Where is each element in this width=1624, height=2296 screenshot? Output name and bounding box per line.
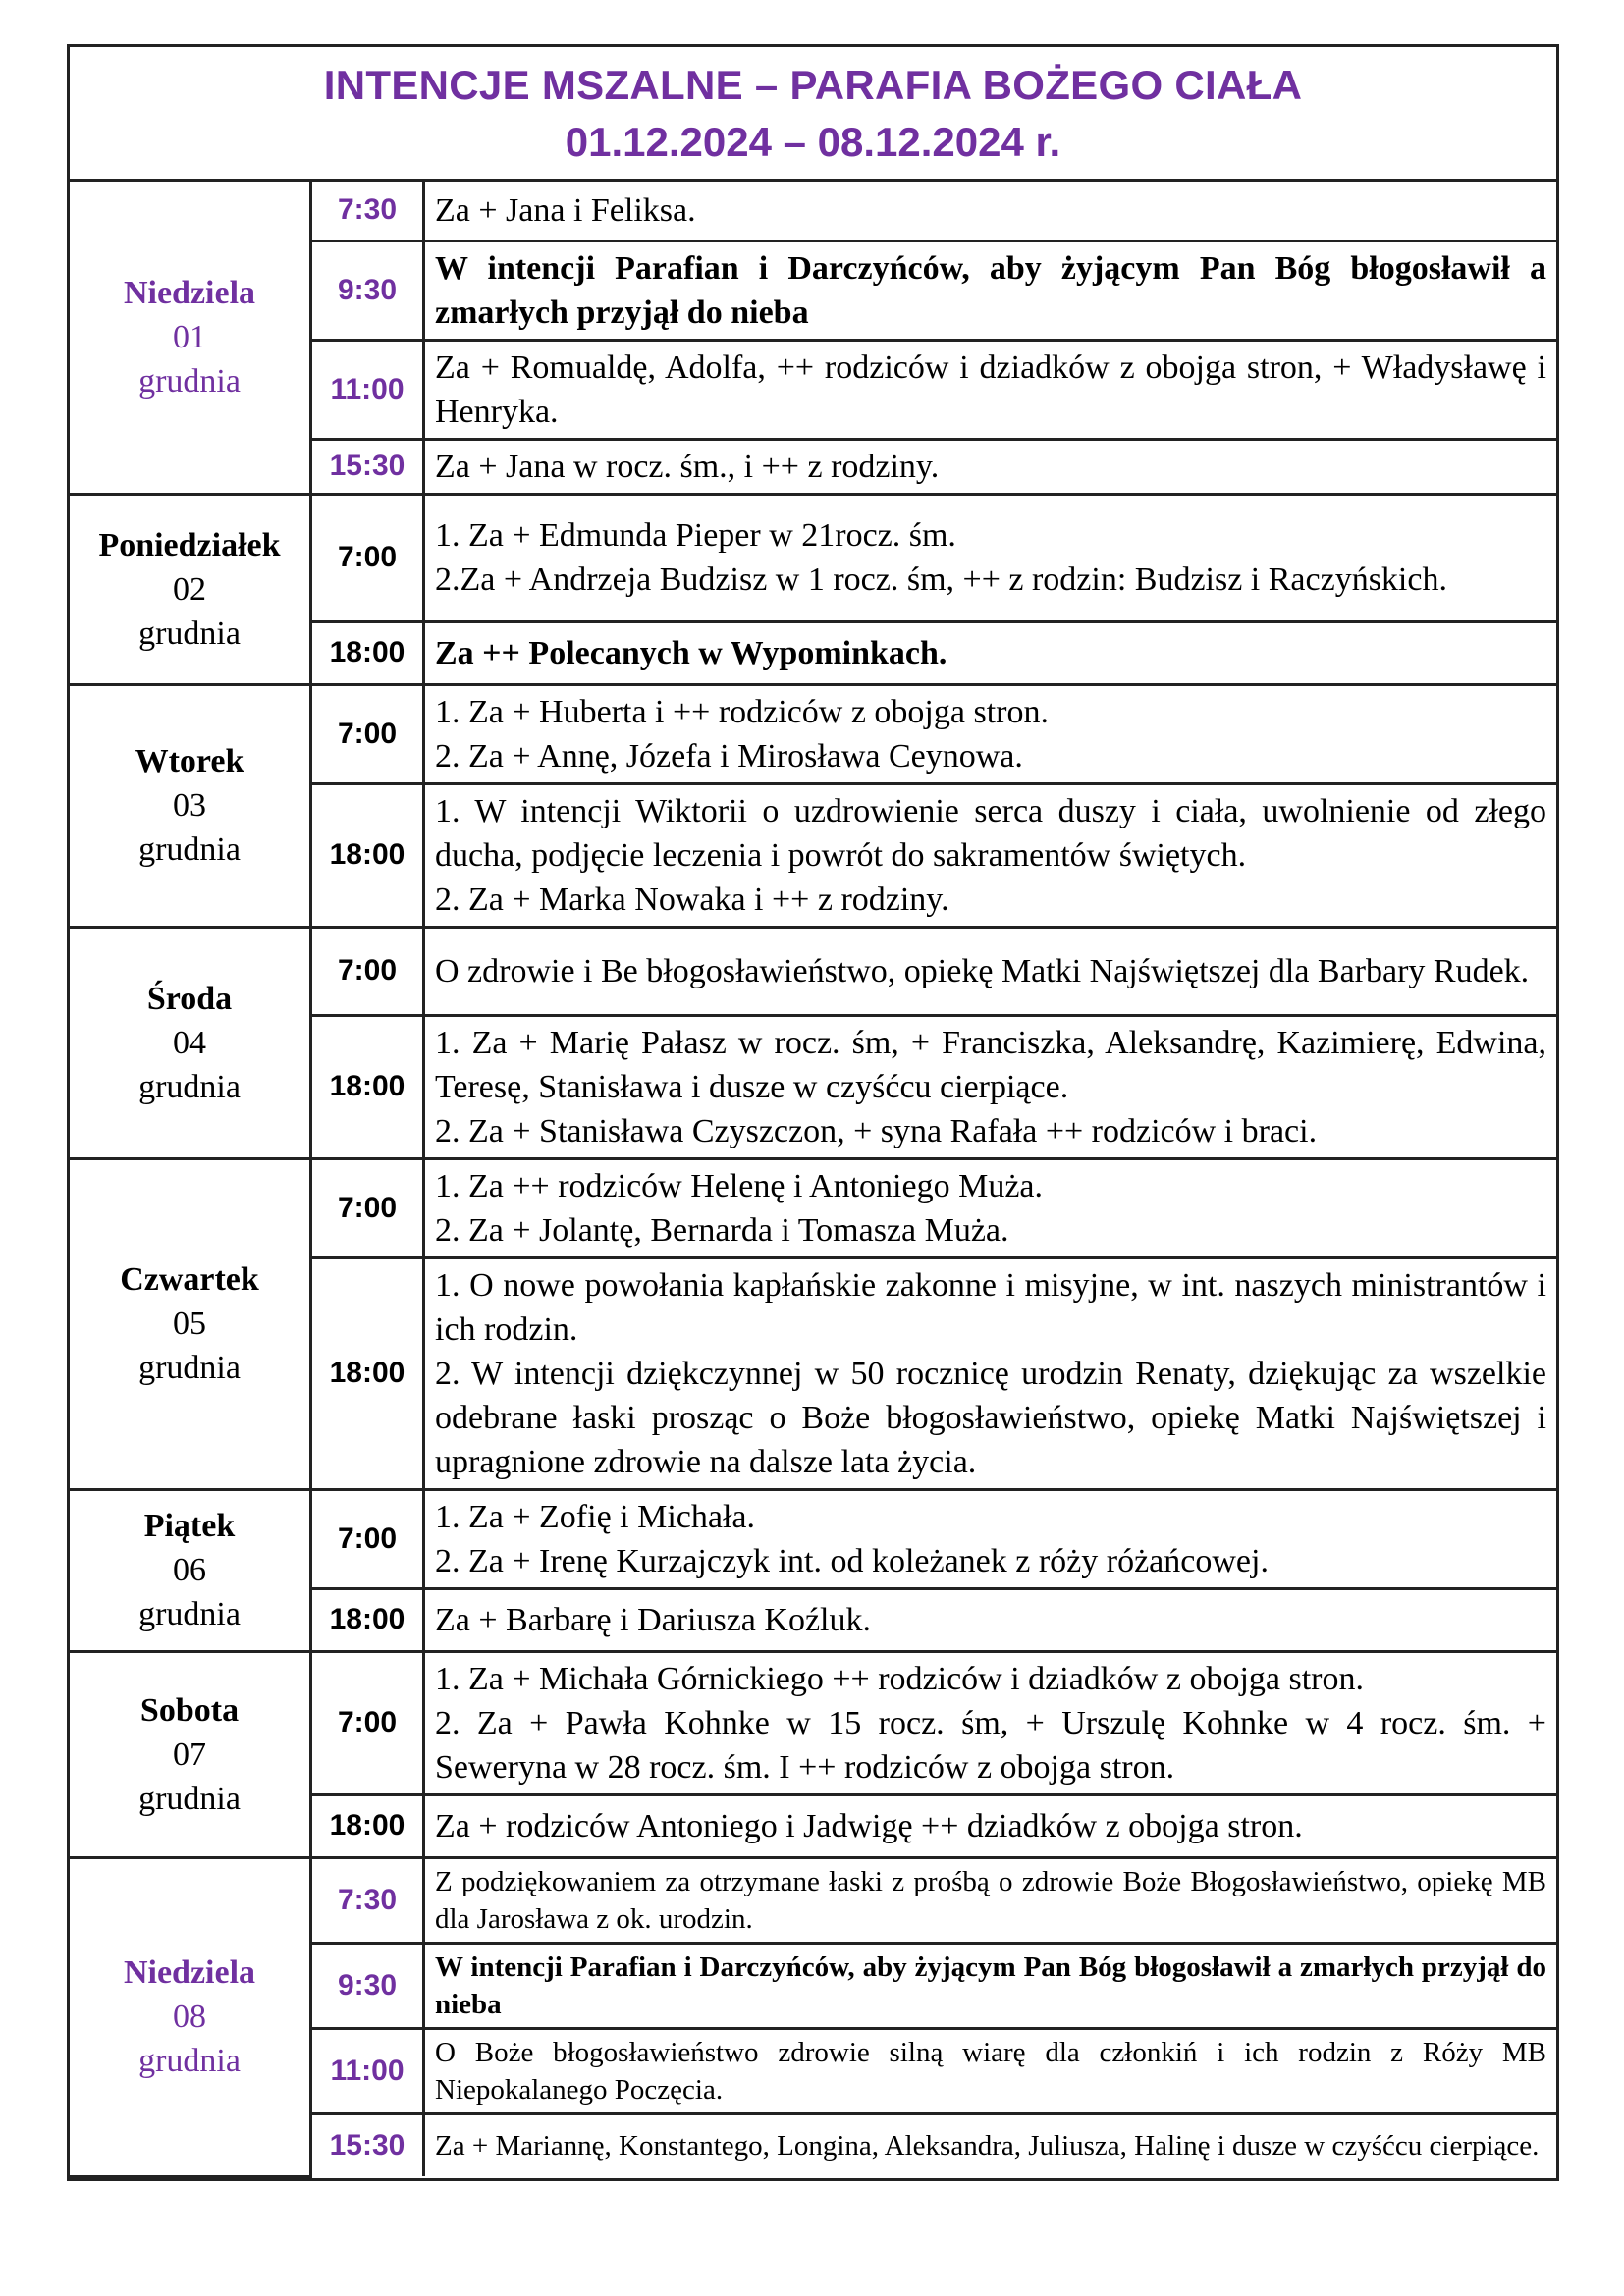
day-month: grudnia	[138, 831, 241, 868]
mass-time: 7:00	[311, 1158, 424, 1257]
mass-time: 7:00	[311, 494, 424, 621]
date-range: 01.12.2024 – 08.12.2024 r.	[565, 119, 1061, 165]
mass-row	[70, 182, 1556, 240]
mass-intention	[424, 1943, 1557, 2028]
day-month: grudnia	[138, 1596, 241, 1632]
day-num: 08	[173, 1999, 206, 2035]
intention-line: Za + rodziców Antoniego i Jadwigę ++ dziadków z obojga stron.	[435, 1807, 1303, 1844]
mass-intention	[424, 1651, 1557, 1794]
intention-line: 2. Za + Pawła Kohnke w 15 rocz. śm, + Urszulę Kohnke w 4 rocz. śm. + Seweryna w 28 rocz. śm. I ++ rodziców z obojga stron.	[435, 1704, 1546, 1786]
day-cell	[70, 1158, 311, 1489]
day-name: Niedziela	[123, 1954, 256, 1991]
intention-line: 2. Za + Stanisława Czyszczon, + syna Rafała ++ rodziców i braci.	[435, 1112, 1318, 1149]
intention-line: 1. Za + Zofię i Michała.	[435, 1498, 756, 1535]
day-name: Sobota	[139, 1691, 240, 1729]
day-num: 07	[173, 1735, 206, 1773]
intention-line: 1. O nowe powołania kapłańskie zakonne i misyjne, w int. naszych ministrantów i ich rodzin.	[435, 1266, 1546, 1348]
mass-time: 7:00	[311, 927, 424, 1015]
mass-intention	[424, 2028, 1557, 2113]
intention-line: 2. Za + Annę, Józefa i Mirosława Ceynowa.	[435, 737, 1023, 774]
intention-line: 1. Za ++ rodziców Helenę i Antoniego Muża.	[435, 1167, 1044, 1204]
intention-line: 1. Za + Michała Górnickiego ++ rodziców i dziadków z obojga stron.	[435, 1660, 1364, 1697]
mass-intention	[424, 783, 1557, 927]
mass-time: 18:00	[311, 1794, 424, 1857]
day-cell	[70, 1651, 311, 1857]
day-num: 03	[173, 787, 206, 824]
day-cell	[70, 927, 311, 1158]
mass-intention	[424, 1857, 1557, 1943]
intention-line: O Boże błogosławieństwo zdrowie silną wiarę dla członkiń i ich rodzin z Róży MB Niepokalanego Poczęcia.	[435, 2036, 1546, 2106]
mass-time: 7:30	[311, 1857, 424, 1943]
mass-intention	[424, 439, 1557, 494]
mass-time: 7:00	[311, 1651, 424, 1794]
day-cell	[70, 182, 311, 494]
intention-line: Za + Romualdę, Adolfa, ++ rodziców i dziadków z obojga stron, + Władysławę i Henryka.	[435, 348, 1546, 430]
day-month: grudnia	[138, 2043, 241, 2079]
day-num: 06	[173, 1552, 206, 1588]
day-name: Piątek	[143, 1508, 236, 1544]
intention-line: 1. W intencji Wiktorii o uzdrowienie serca duszy i ciała, uwolnienie od złego ducha, podjęcie leczenia i powrót do sakramentów świętych.	[435, 792, 1546, 874]
mass-time: 7:00	[311, 684, 424, 783]
mass-time: 7:00	[311, 1489, 424, 1588]
intention-line: 1. Za + Huberta i ++ rodziców z obojga stron.	[435, 693, 1049, 730]
mass-time: 11:00	[311, 340, 424, 439]
day-num: 02	[173, 570, 206, 608]
day-cell	[70, 1857, 311, 2176]
mass-row	[70, 927, 1556, 1015]
mass-intention	[424, 494, 1557, 621]
intention-line: 2. W intencji dziękczynnej w 50 rocznicę urodzin Renaty, dziękując za wszelkie odebrane łaski prosząc o Boże błogosławieństwo, opiekę Matki Najświętszej i upragnione zdrowie na dalsze lata życia.	[435, 1355, 1546, 1480]
intention-line: O zdrowie i Be błogosławieństwo, opiekę Matki Najświętszej dla Barbary Rudek.	[435, 952, 1530, 989]
page-title: INTENCJE MSZALNE – PARAFIA BOŻEGO CIAŁA	[323, 62, 1303, 108]
day-num: 05	[173, 1306, 206, 1342]
intentions-table	[70, 182, 1556, 2178]
day-name: Niedziela	[123, 274, 256, 311]
mass-time: 15:30	[311, 2113, 424, 2176]
intention-line: 2. Za + Marka Nowaka i ++ z rodziny.	[435, 881, 949, 918]
mass-time: 18:00	[311, 1257, 424, 1489]
day-cell	[70, 1489, 311, 1651]
mass-intention	[424, 1015, 1557, 1158]
day-cell	[70, 684, 311, 927]
mass-intention	[424, 240, 1557, 340]
day-num: 01	[173, 318, 206, 355]
mass-row	[70, 684, 1556, 783]
mass-row	[70, 1857, 1556, 1943]
intention-line: 2. Za + Jolantę, Bernarda i Tomasza Muża.	[435, 1211, 1009, 1249]
sheet-header	[70, 47, 1556, 182]
day-month: grudnia	[138, 362, 241, 400]
intention-line: 1. Za + Marię Pałasz w rocz. śm, + Franciszka, Aleksandrę, Kazimierę, Edwina, Teresę, Stanisława i dusze w czyśćcu cierpiące.	[435, 1024, 1546, 1105]
day-month: grudnia	[138, 614, 241, 652]
mass-intention	[424, 927, 1557, 1015]
mass-time: 9:30	[311, 240, 424, 340]
day-name: Czwartek	[120, 1261, 259, 1298]
intention-line: Za + Mariannę, Konstantego, Longina, Aleksandra, Juliusza, Halinę i dusze w czyśćcu cierpiące.	[435, 2129, 1540, 2162]
intention-line: W intencji Parafian i Darczyńców, aby żyjącym Pan Bóg błogosławił a zmarłych przyjął do nieba	[435, 249, 1546, 331]
mass-time: 18:00	[311, 621, 424, 684]
mass-intention	[424, 1794, 1557, 1857]
mass-time: 11:00	[311, 2028, 424, 2113]
day-name: Poniedziałek	[98, 526, 281, 563]
mass-time: 18:00	[311, 1015, 424, 1158]
mass-row	[70, 494, 1556, 621]
intention-line: 1. Za + Edmunda Pieper w 21rocz. śm.	[435, 517, 956, 554]
mass-time: 15:30	[311, 439, 424, 494]
intention-line: Za ++ Polecanych w Wypominkach.	[435, 634, 947, 671]
intention-line: Za + Barbarę i Dariusza Koźluk.	[435, 1601, 871, 1638]
mass-time: 9:30	[311, 1943, 424, 2028]
mass-intention	[424, 1489, 1557, 1588]
intention-line: 2. Za + Irenę Kurzajczyk int. od koleżanek z róży różańcowej.	[435, 1542, 1269, 1579]
mass-row	[70, 1651, 1556, 1794]
intention-line: W intencji Parafian i Darczyńców, aby żyjącym Pan Bóg błogosławił a zmarłych przyjął do nieba	[435, 1950, 1546, 2020]
intention-line: Za + Jana w rocz. śm., i ++ z rodziny.	[435, 448, 940, 485]
mass-row	[70, 1489, 1556, 1588]
day-name: Wtorek	[135, 743, 244, 779]
mass-time: 18:00	[311, 783, 424, 927]
intentions-sheet	[67, 44, 1559, 2181]
mass-intention	[424, 1588, 1557, 1651]
day-cell	[70, 494, 311, 684]
mass-row	[70, 1158, 1556, 1257]
mass-intention	[424, 340, 1557, 439]
day-month: grudnia	[138, 1350, 241, 1386]
day-month: grudnia	[138, 1780, 241, 1817]
mass-time: 18:00	[311, 1588, 424, 1651]
mass-time: 7:30	[311, 182, 424, 240]
mass-intention	[424, 1158, 1557, 1257]
mass-intention	[424, 2113, 1557, 2176]
intention-line: Za + Jana i Feliksa.	[435, 191, 696, 229]
intention-line: Z podziękowaniem za otrzymane łaski z prośbą o zdrowie Boże Błogosławieństwo, opiekę MB dla Jarosława z ok. urodzin.	[435, 1865, 1546, 1935]
day-name: Środa	[146, 980, 233, 1017]
intention-line: 2.Za + Andrzeja Budzisz w 1 rocz. śm, ++ z rodzin: Budzisz i Raczyńskich.	[435, 561, 1447, 598]
mass-intention	[424, 1257, 1557, 1489]
mass-intention	[424, 621, 1557, 684]
day-num: 04	[173, 1024, 206, 1061]
day-month: grudnia	[138, 1068, 241, 1105]
mass-intention	[424, 684, 1557, 783]
mass-intention	[424, 182, 1557, 240]
